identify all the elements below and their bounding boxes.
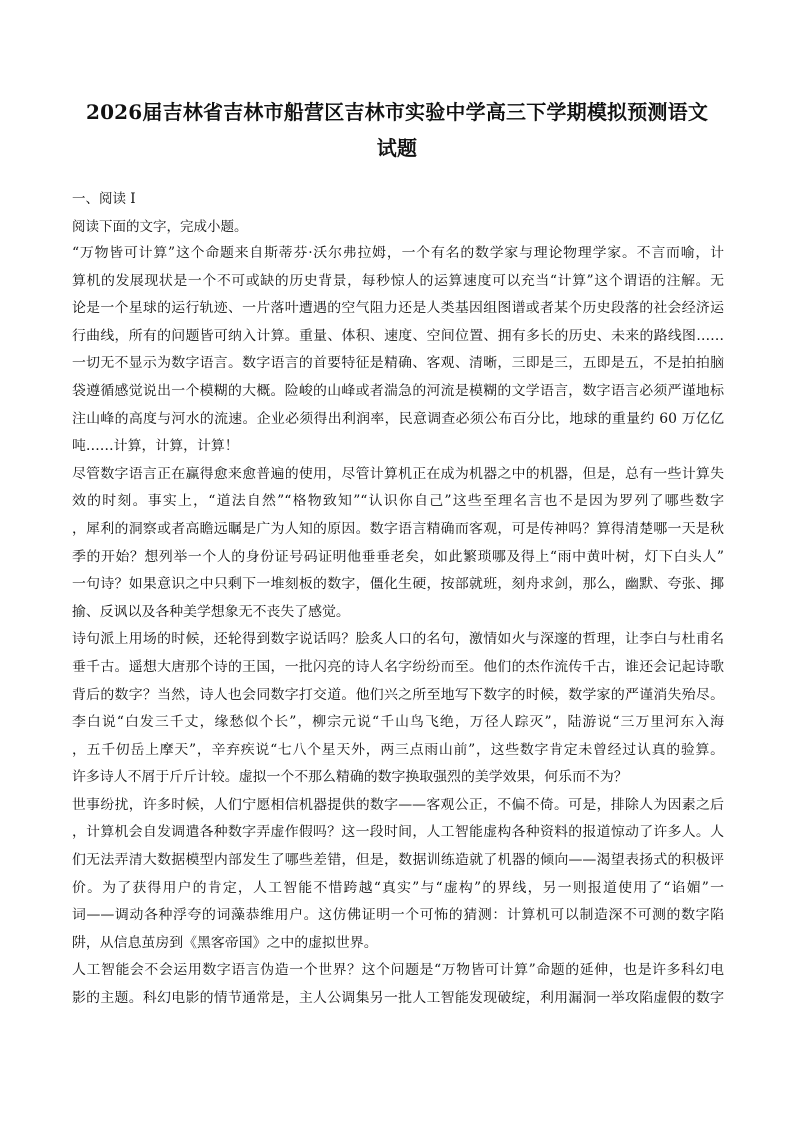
passage-line: 吨……计算，计算，计算！ <box>72 438 239 455</box>
passage-line: ，计算机会自发调遣各种数字弄虚作假吗？这一段时间，人工智能虚构各种资料的报道惊动了许多人。人 <box>72 824 724 841</box>
passage-body <box>72 240 724 1013</box>
passage-line: 诗句派上用场的时候，还轮得到数字说话吗？脍炙人口的名句，激情如火与深邃的哲理，让李白与杜甫名 <box>72 631 724 648</box>
passage-line: ，犀利的洞察或者高瞻远瞩是广为人知的原因。数字语言精确而客观，可是传神吗？算得清楚哪一天是秋 <box>72 520 724 537</box>
passage-line: 词——调动各种浮夸的词藻恭维用户。这仿佛证明一个可怖的猜测：计算机可以制造深不可测的数字陷 <box>72 907 724 924</box>
passage-line: 价。为了获得用户的肯定，人工智能不惜跨越“真实”与“虚构”的界线，另一则报道使用了“谄媚”一 <box>72 879 724 896</box>
document-title-line-1: 2026届吉林省吉林市船营区吉林市实验中学高三下学期模拟预测语文 <box>85 100 709 124</box>
passage-line: 许多诗人不屑于斤斤计较。虚拟一个不那么精确的数字换取强烈的美学效果，何乐而不为？ <box>72 769 628 786</box>
passage-line: 们无法弄清大数据模型内部发生了哪些差错，但是，数据训练造就了机器的倾向——渴望表扬式的积极评 <box>72 852 724 869</box>
passage-line: 影的主题。科幻电影的情节通常是，主人公调集另一批人工智能发现破绽，利用漏洞一举攻陷虚假的数字 <box>72 990 724 1007</box>
passage-line: 垂千古。遥想大唐那个诗的王国，一批闪亮的诗人名字纷纷而至。他们的杰作流传千古，谁还会记起诗歌 <box>72 658 724 675</box>
passage-line: 季的开始？想列举一个人的身份证号码证明他垂垂老矣，如此繁琐哪及得上“雨中黄叶树，灯下白头人” <box>72 548 724 565</box>
section-heading: 一、阅读 I <box>72 191 136 207</box>
reading-instruction: 阅读下面的文字，完成小题。 <box>72 219 248 235</box>
passage-line: ，五千仞岳上摩天”，辛弃疾说“七八个星天外，两三点雨山前”，这些数字肯定未曾经过认真的验算。 <box>72 741 724 758</box>
passage-line: 揄、反讽以及各种美学想象无不丧失了感觉。 <box>72 603 350 620</box>
passage-line: 一切无不显示为数字语言。数字语言的首要特征是精确、客观、清晰，三即是三，五即是五，不是拍拍脑 <box>72 355 724 372</box>
passage-line: 效的时刻。事实上，“道法自然”“格物致知”“认识你自己”这些至理名言也不是因为罗列了哪些数字 <box>72 493 724 510</box>
passage-line: 人工智能会不会运用数字语言伪造一个世界？这个问题是“万物皆可计算”命题的延伸，也是许多科幻电 <box>72 962 724 979</box>
passage-line: 论是一个星球的运行轨迹、一片落叶遭遇的空气阻力还是人类基因组图谱或者某个历史段落的社会经济运 <box>72 300 724 317</box>
document-title-line-2: 试题 <box>376 136 418 160</box>
passage-line: 一句诗？如果意识之中只剩下一堆刻板的数字，僵化生硬，按部就班，刻舟求剑，那么，幽默、夸张、揶 <box>72 576 724 593</box>
passage-line: 袋遵循感觉说出一个模糊的大概。险峻的山峰或者湍急的河流是模糊的文学语言，数字语言必须严谨地标 <box>72 382 724 399</box>
passage-line: 尽管数字语言正在赢得愈来愈普遍的使用，尽管计算机正在成为机器之中的机器，但是，总有一些计算失 <box>72 465 724 482</box>
passage-line: 世事纷扰，许多时候，人们宁愿相信机器提供的数字——客观公正，不偏不倚。可是，排除人为因素之后 <box>72 796 724 813</box>
passage-line: “万物皆可计算”这个命题来自斯蒂芬·沃尔弗拉姆，一个有名的数学家与理论物理学家。不言而喻，计 <box>72 245 724 261</box>
passage-line: 注山峰的高度与河水的流速。企业必须得出利润率，民意调查必须公布百分比，地球的重量约 60 万亿亿 <box>72 410 724 427</box>
passage-line: 阱，从信息茧房到《黑客帝国》之中的虚拟世界。 <box>72 934 378 951</box>
passage-line: 背后的数字？当然，诗人也会同数字打交道。他们兴之所至地写下数字的时候，数学家的严谨消失殆尽。 <box>72 686 724 703</box>
passage-line: 行曲线，所有的问题皆可纳入计算。重量、体积、速度、空间位置、拥有多长的历史、未来的路线图…… <box>72 327 724 344</box>
passage-line: 李白说“白发三千丈，缘愁似个长”，柳宗元说“千山鸟飞绝，万径人踪灭”，陆游说“三万里河东入海 <box>72 714 724 731</box>
passage-line: 算机的发展现状是一个不可或缺的历史背景，每秒惊人的运算速度可以充当“计算”这个谓语的注解。无 <box>72 272 724 289</box>
